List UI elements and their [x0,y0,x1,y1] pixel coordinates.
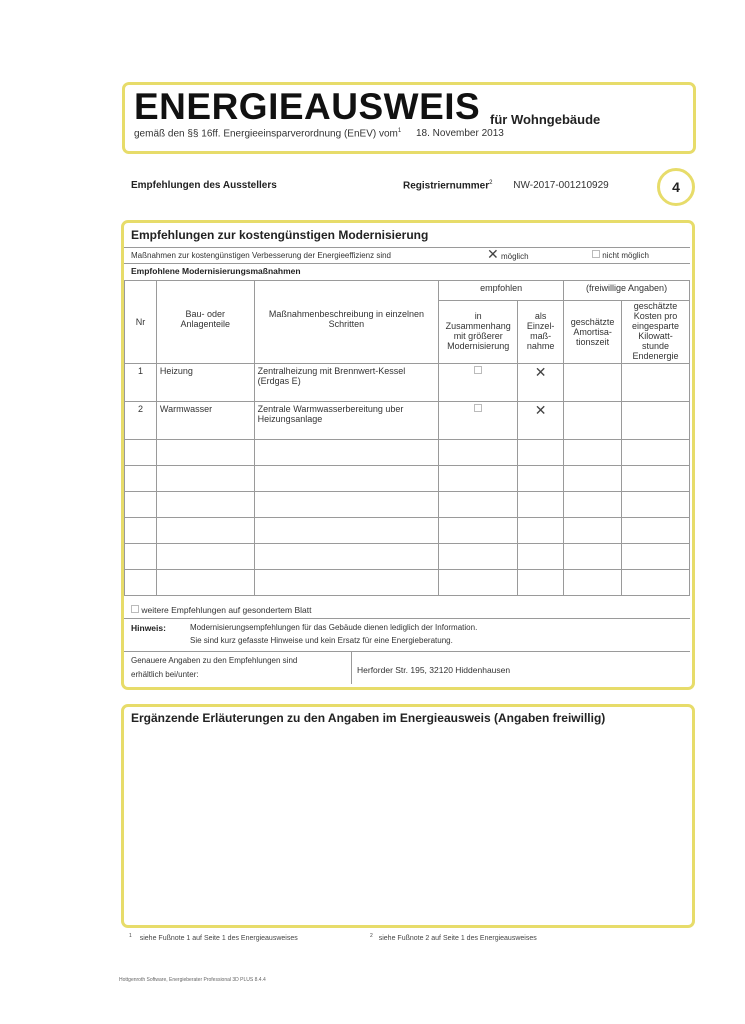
law-date: 18. November 2013 [415,128,504,140]
table-row-empty [125,492,690,518]
possible-label: möglich [500,252,529,261]
details-value: Herforder Str. 195, 32120 Hiddenhausen [357,665,511,675]
possible-checkbox: ✕ [487,246,499,262]
recommended-heading: Empfohlene Modernisierungsmaßnahmen [131,266,301,276]
table-row-empty [125,570,690,596]
footnote-1 [129,933,298,942]
footnote-1-text: siehe Fußnote 1 auf Seite 1 des Energieausweises [139,935,298,943]
col-in-context: in Zusammenhang mit größerer Modernisierung [439,301,518,364]
not-possible-option [592,250,649,260]
page-number-badge [657,168,695,206]
law-line: gemäß den §§ 16ff. Energieeinsparverordnung (EnEV) vom [134,128,398,140]
law-footnote-ref: 1 [397,128,402,134]
registration-footnote-ref: 2 [489,180,493,186]
col-description: Maßnahmenbeschreibung in einzelnen Schritten [254,281,439,364]
col-component: Bau- oder Anlagenteile [156,281,254,364]
table-row-empty [125,440,690,466]
supplement-title: Ergänzende Erläuterungen zu den Angaben im Energieausweis (Angaben freiwillig) [131,711,606,725]
more-recommendations: weitere Empfehlungen auf gesondertem Blatt [131,605,311,615]
section-label: Empfehlungen des Ausstellers [131,180,277,191]
footnote-2-ref: 2 [370,933,373,939]
table-row-empty [125,466,690,492]
note-label: Hinweis: [131,623,166,633]
col-optional: (freiwillige Angaben) [564,281,690,301]
footnote-2-text: siehe Fußnote 2 auf Seite 1 des Energieausweises [378,935,537,943]
document-subtitle: für Wohngebäude [490,112,601,127]
col-nr: Nr [125,281,157,364]
page-number: 4 [672,179,680,195]
in-context-checkbox [474,366,482,374]
registration-label: Registriernummer [403,180,490,192]
more-recommendations-checkbox [131,605,139,613]
in-context-checkbox [474,404,482,412]
law-reference [134,128,504,139]
col-single: als Einzel- maß- nahme [518,301,564,364]
col-costs: geschätzte Kosten pro eingesparte Kilowatt- stunde Endenergie [622,301,690,364]
note-line-1: Modernisierungsempfehlungen für das Gebäude dienen lediglich der Information. [190,623,478,632]
details-label-1: Genauere Angaben zu den Empfehlungen sind [131,656,298,665]
measures-table [124,280,690,596]
table-row-empty [125,544,690,570]
not-possible-checkbox [592,250,600,258]
single-measure-check: ✕ [534,364,547,380]
registration-number: NW-2017-001210929 [513,180,609,192]
document-title: ENERGIEAUSWEIS [134,86,481,127]
supplement-box [121,704,695,928]
software-line: Hottgenroth Software, Energieberater Professional 3D PLUS 8.4.4 [119,977,266,983]
note-line-2: Sie sind kurz gefasste Hinweise und kein Ersatz für eine Energieberatung. [190,636,453,645]
col-recommended: empfohlen [439,281,564,301]
table-row: 2 Warmwasser Zentrale Warmwasserbereitung uber Heizungsanlage ✕ [125,402,690,440]
col-amortisation: geschätzte Amortisa- tionszeit [564,301,622,364]
footnote-2 [370,933,537,942]
table-row: 1 Heizung Zentralheizung mit Brennwert-Kessel (Erdgas E) ✕ [125,364,690,402]
registration [403,180,609,191]
not-possible-label: nicht möglich [602,251,649,260]
measures-intro: Maßnahmen zur kostengünstigen Verbesserung der Energieeffizienz sind [131,251,392,260]
modernisation-title: Empfehlungen zur kostengünstigen Modernisierung [131,228,429,242]
possible-option [487,248,529,261]
details-label-2: erhältlich bei/unter: [131,670,199,679]
table-row-empty [125,518,690,544]
footnote-1-ref: 1 [129,933,132,939]
single-measure-check: ✕ [534,402,547,418]
